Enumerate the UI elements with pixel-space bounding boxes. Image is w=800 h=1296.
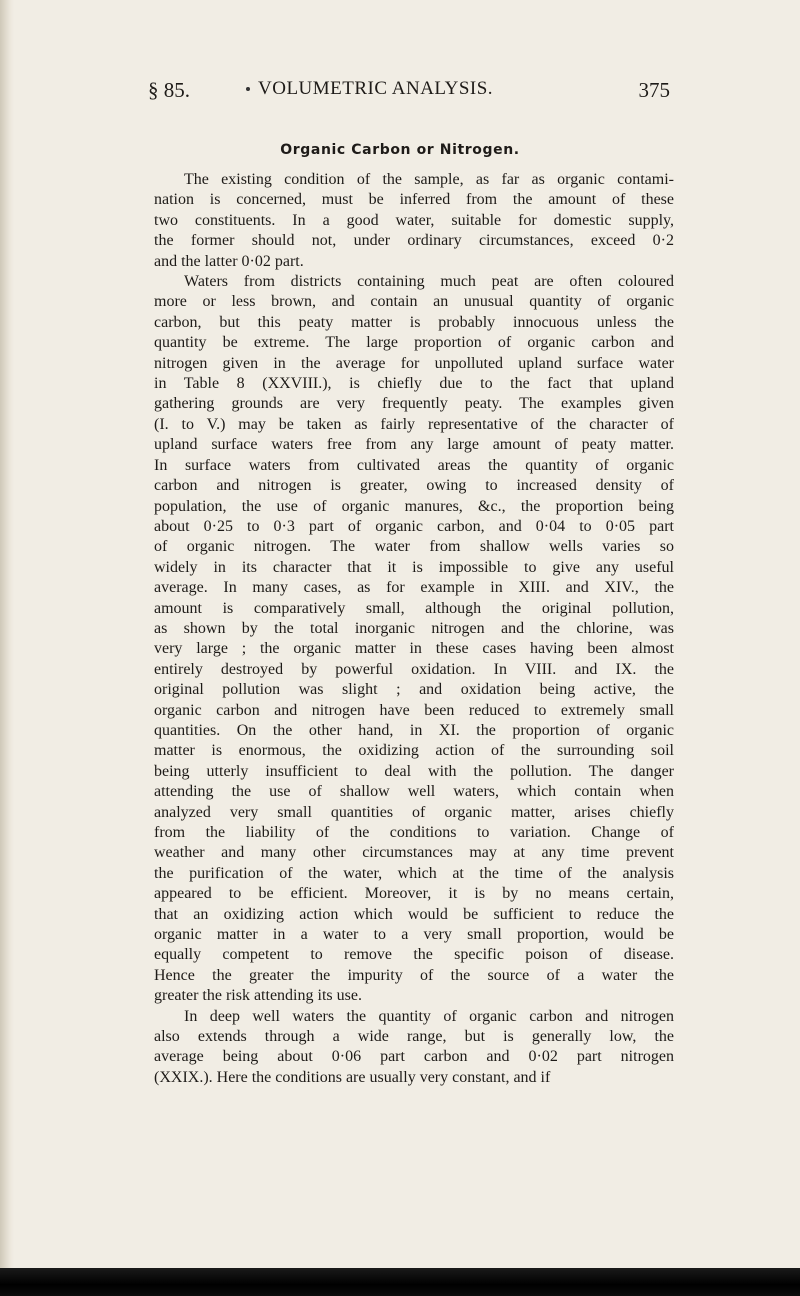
text-line: more or less brown, and contain an unusual quantity of organic [154,293,674,311]
text-line: (XXIX.). Here the conditions are usually very constant, and if [154,1068,551,1086]
text-line: Hence the greater the impurity of the source of a water the [154,966,674,984]
text-line: of organic nitrogen. The water from shallow wells varies so [154,538,674,556]
text-line: as shown by the total inorganic nitrogen and the chlorine, was [154,619,674,637]
page-bottom-edge [0,1268,800,1296]
text-line: original pollution was slight ; and oxidation being active, the [154,681,674,699]
text-line: organic carbon and nitrogen have been reduced to extremely small [154,701,674,719]
text-line: In surface waters from cultivated areas the quantity of organic [154,456,674,474]
text-line: greater the risk attending its use. [154,987,362,1005]
text-line: about 0·25 to 0·3 part of organic carbon, and 0·04 to 0·05 part [154,517,674,535]
text-line: amount is comparatively small, although the original pollution, [154,599,674,617]
text-line: also extends through a wide range, but is generally low, the [154,1028,674,1046]
text-line: Waters from districts containing much peat are often coloured [184,273,674,291]
text-line: quantity be extreme. The large proportion of organic carbon and [154,334,674,352]
text-line: widely in its character that it is impossible to give any useful [154,558,674,576]
text-line: and the latter 0·02 part. [154,252,304,270]
text-line: that an oxidizing action which would be sufficient to reduce the [154,905,674,923]
text-line: analyzed very small quantities of organic matter, arises chiefly [154,803,674,821]
text-line: entirely destroyed by powerful oxidation. In VIII. and IX. the [154,660,674,678]
text-line: two constituents. In a good water, suitable for domestic supply, [154,211,674,229]
text-line: equally competent to remove the specific poison of disease. [154,946,674,964]
paragraph [154,272,674,1007]
text-line: nation is concerned, must be inferred from the amount of these [154,191,674,209]
text-line: organic matter in a water to a very small proportion, would be [154,926,674,944]
text-line: average. In many cases, as for example in XIII. and XIV., the [154,579,674,597]
text-line: The existing condition of the sample, as far as organic contami- [184,171,674,188]
text-line: population, the use of organic manures, &c., the proportion being [154,497,674,515]
text-line: matter is enormous, the oxidizing action of the surrounding soil [154,742,674,760]
paragraph [154,1007,674,1089]
section-heading: Organic Carbon or Nitrogen. [280,142,520,158]
text-line: upland surface waters free from any large amount of peaty matter. [154,436,674,454]
text-line: very large ; the organic matter in these cases having been almost [154,640,674,658]
text-line: from the liability of the conditions to variation. Change of [154,824,674,841]
text-line: carbon, but this peaty matter is probably innocuous unless the [154,313,674,331]
page-number: 375 [638,78,670,102]
text-line: in Table 8 (XXVIII.), is chiefly due to the fact that upland [154,375,674,393]
paragraph [154,170,674,272]
text-line: (I. to V.) may be taken as fairly representative of the character of [154,415,674,433]
text-line: In deep well waters the quantity of organic carbon and nitrogen [184,1007,674,1025]
section-number: § 85. [148,78,190,102]
page-edge-shadow [0,0,14,1296]
text-line: attending the use of shallow well waters, which contain when [154,783,674,801]
text-line: appeared to be efficient. Moreover, it is by no means certain, [154,885,674,903]
text-line: the former should not, under ordinary circumstances, exceed 0·2 [154,232,674,250]
text-line: carbon and nitrogen is greater, owing to increased density of [154,477,674,495]
running-header [148,78,670,108]
text-line: quantities. On the other hand, in XI. the proportion of organic [154,721,674,739]
text-line: weather and many other circumstances may at any time prevent [154,844,674,862]
text-line: average being about 0·06 part carbon and 0·02 part nitrogen [154,1048,674,1066]
body-text [154,170,674,1088]
header-dot [246,87,250,91]
text-line: being utterly insufficient to deal with the pollution. The danger [154,762,674,780]
text-line: gathering grounds are very frequently peaty. The examples given [154,395,674,413]
running-title: VOLUMETRIC ANALYSIS. [258,78,494,99]
text-line: nitrogen given in the average for unpolluted upland surface water [154,354,674,372]
text-line: the purification of the water, which at the time of the analysis [154,864,674,882]
